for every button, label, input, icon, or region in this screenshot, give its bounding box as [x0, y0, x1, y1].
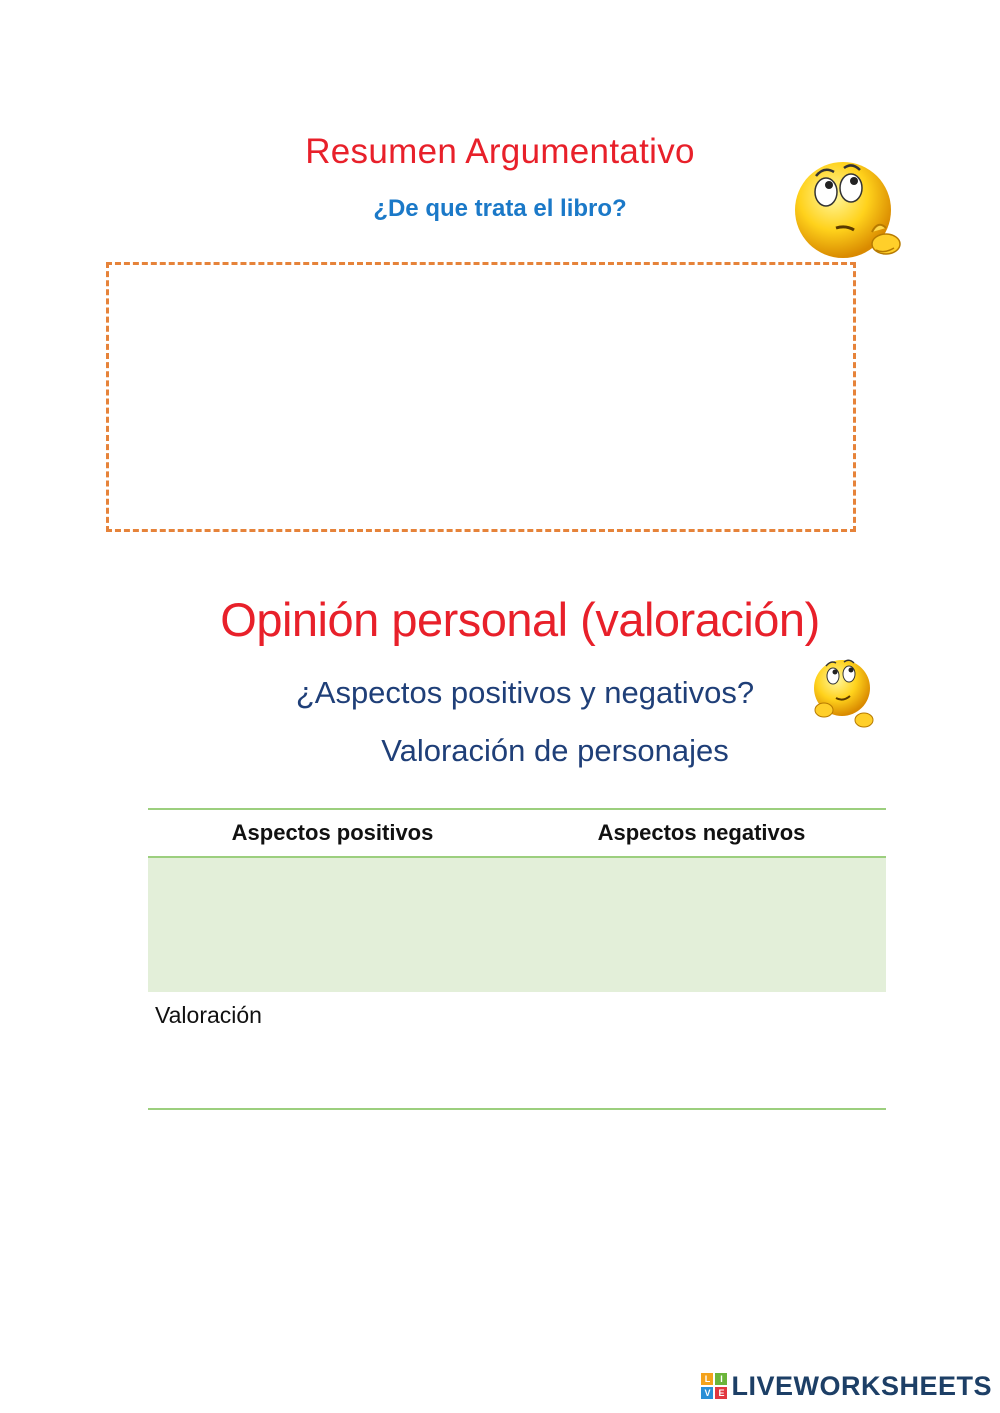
aspects-table	[148, 808, 886, 1110]
table-header-row	[148, 810, 886, 856]
table-bottom-rule	[148, 1108, 886, 1110]
valuation-row	[148, 992, 886, 1108]
summary-answer-box[interactable]	[106, 262, 856, 532]
logo-squares-icon: L I V E	[701, 1373, 727, 1399]
header-negative-aspects: Aspectos negativos	[597, 820, 806, 845]
section2-title: Opinión personal (valoración)	[220, 593, 820, 646]
logo-text: LIVEWORKSHEETS	[731, 1370, 992, 1401]
valuation-label: Valoración	[155, 1002, 262, 1028]
negative-aspects-input[interactable]	[517, 858, 886, 992]
liveworksheets-logo	[701, 1371, 992, 1401]
thinking-emoji-icon	[788, 122, 910, 264]
header-positive-aspects: Aspectos positivos	[231, 820, 434, 845]
aspects-answer-row	[148, 858, 886, 992]
section1-title: Resumen Argumentativo	[305, 132, 695, 171]
section2-subtitle: Valoración de personajes	[381, 733, 729, 768]
positive-aspects-input[interactable]	[148, 858, 517, 992]
thinking-emoji-small-icon	[808, 640, 880, 732]
section2-question: ¿Aspectos positivos y negativos?	[295, 675, 755, 710]
section1-question: ¿De que trata el libro?	[373, 195, 627, 222]
